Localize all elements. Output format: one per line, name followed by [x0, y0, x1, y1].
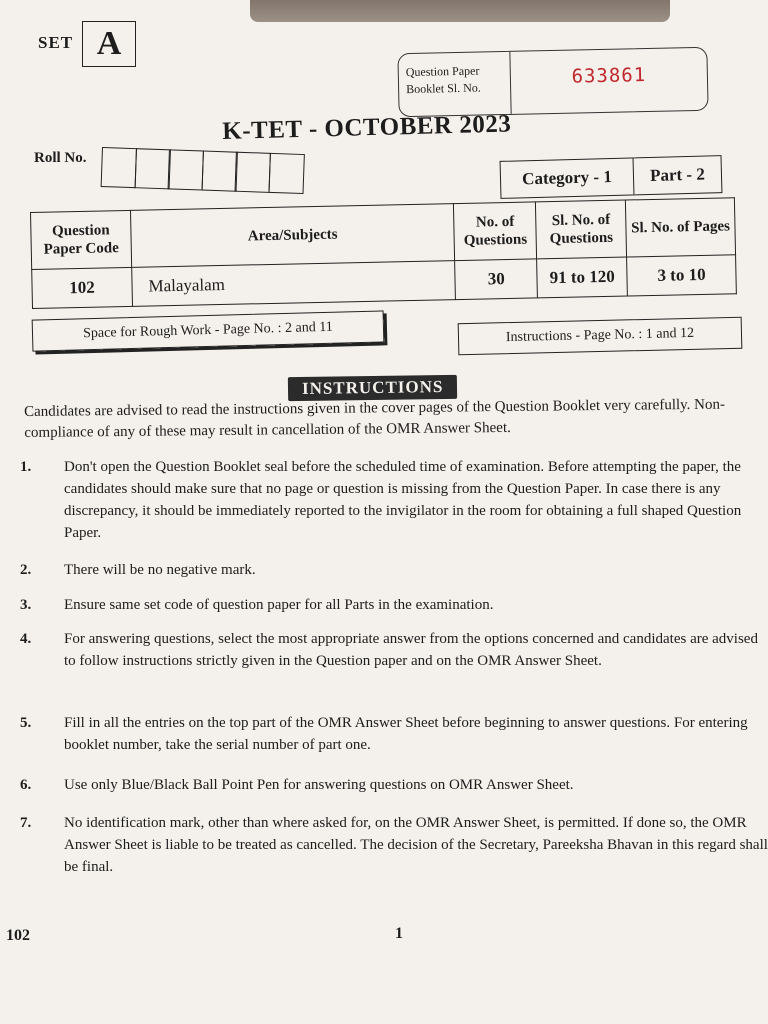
cell-sl-no-questions: 91 to 120	[537, 257, 628, 298]
item-number: 6.	[20, 777, 32, 793]
item-text: Ensure same set code of question paper for all Parts in the examination.	[64, 597, 494, 613]
roll-number-cell	[101, 147, 137, 188]
part-label: Part - 2	[649, 164, 706, 185]
cell-paper-code: 102	[32, 267, 133, 308]
cell-sl-no-pages: 3 to 10	[627, 255, 737, 296]
roll-number-boxes	[101, 147, 303, 194]
rough-work-box: Space for Rough Work - Page No. : 2 and 11	[32, 310, 385, 351]
item-text: For answering questions, select the most appropriate answer from the options concerned and candidates are advised to follow instructions strictly given in the Question paper and on the OMR Answer Sheet.	[64, 631, 758, 669]
footer-page-number: 1	[395, 925, 403, 942]
footer-paper-code: 102	[6, 927, 30, 944]
header-no-of-questions: No. of Questions	[454, 202, 537, 261]
item-text: Use only Blue/Black Ball Point Pen for answering questions on OMR Answer Sheet.	[64, 777, 574, 793]
item-text: There will be no negative mark.	[64, 562, 256, 578]
item-number: 4.	[20, 631, 32, 647]
category-label: Category - 1	[501, 158, 635, 197]
header-sl-no-pages: Sl. No. of Pages	[626, 198, 736, 257]
item-number: 2.	[20, 562, 32, 578]
booklet-serial-label-line1: Question Paper	[405, 63, 480, 80]
set-label: SET	[38, 33, 74, 52]
item-text: Don't open the Question Booklet seal before the scheduled time of examination. Before attempting the paper, the candidates should make sure that no page or question is missing from the Question Paper. In case there is any discrepancy, it should be immediately reported to the invigilator in the room for obtaining a full shaped Question Paper.	[64, 459, 742, 541]
paper-details-table	[30, 197, 737, 309]
header-sl-no-questions: Sl. No. of Questions	[536, 200, 627, 259]
header-area-subjects: Area/Subjects	[130, 204, 455, 268]
item-number: 3.	[20, 597, 32, 613]
item-number: 7.	[20, 815, 32, 831]
roll-number-cell	[235, 152, 271, 193]
roll-number-label: Roll No.	[34, 150, 87, 166]
cell-subject: Malayalam	[132, 261, 456, 307]
booklet-serial-box	[397, 47, 708, 117]
booklet-serial-label-line2: Booklet Sl. No.	[405, 80, 481, 97]
page-top-shadow	[250, 0, 670, 22]
item-text: No identification mark, other than where asked for, on the OMR Answer Sheet, is permitted. If done so, the OMR Answer Sheet is liable to be treated as cancelled. The decision of the Secretary, Pareeksha Bhavan in this regard shall be final.	[64, 815, 768, 875]
exam-title: K-TET - OCTOBER 2023	[222, 110, 512, 145]
roll-number-cell	[134, 148, 170, 189]
roll-number-cell	[168, 149, 204, 190]
item-text: Fill in all the entries on the top part of the OMR Answer Sheet before beginning to answer questions. For entering booklet number, take the serial number of part one.	[64, 715, 748, 753]
set-code-box: A	[82, 21, 136, 67]
booklet-serial-label	[398, 52, 511, 116]
cell-no-of-questions: 30	[455, 259, 538, 300]
instructions-heading: INSTRUCTIONS	[288, 375, 458, 401]
instructions-intro: Candidates are advised to read the instructions given in the cover pages of the Question Booklet very carefully. Non-compliance of any of these may result in cancellation of the OMR Answer Sheet.	[24, 396, 726, 441]
category-box	[500, 155, 723, 199]
roll-number-cell	[201, 151, 237, 192]
roll-number-cell	[268, 153, 304, 194]
header-paper-code: Question Paper Code	[31, 210, 132, 269]
item-number: 5.	[20, 715, 32, 731]
instructions-pages-box: Instructions - Page No. : 1 and 12	[458, 317, 743, 355]
item-number: 1.	[20, 459, 32, 475]
booklet-serial-number: 633861	[571, 64, 647, 88]
